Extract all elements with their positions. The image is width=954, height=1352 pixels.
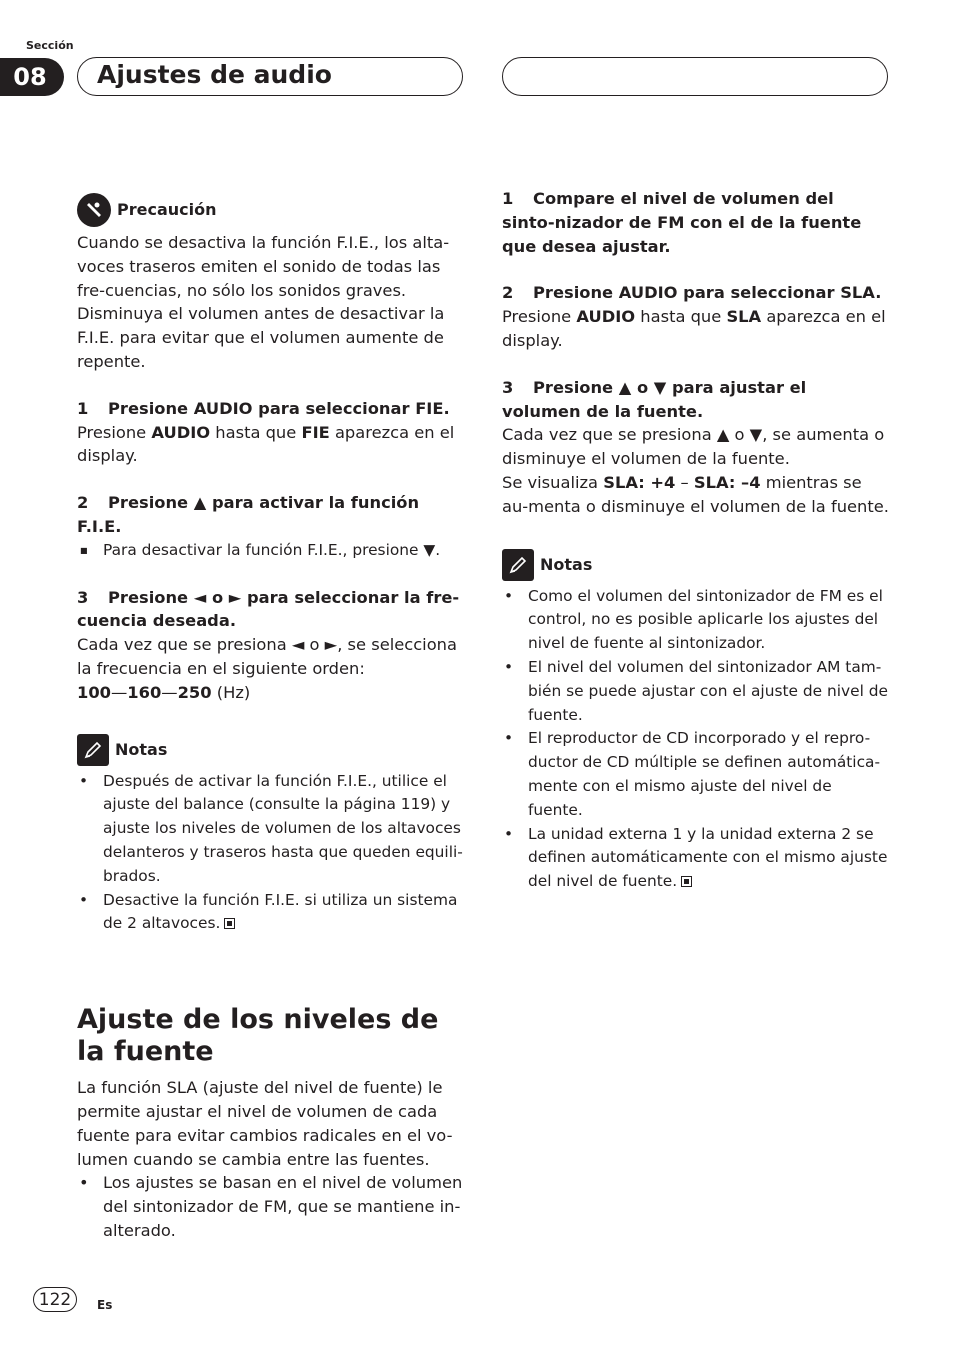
pencil-icon [502,549,534,581]
section-label: Sección [26,39,74,52]
page-title: Ajustes de audio [97,60,332,89]
notes-heading-left [77,734,465,768]
list-item: • Los ajustes se basan en el nivel de volumen del sintonizador de FM, que se mantiene in-alterado. [77,1171,465,1242]
left-step-3-text: Cada vez que se presiona ◄ o ►, se selecciona la frecuencia en el siguiente orden: [77,635,457,678]
list-item: • Como el volumen del sintonizador de FM es el control, no es posible aplicarle los ajustes del nivel de fuente al sintonizador. [502,585,890,656]
section-number-badge: 08 [0,58,64,96]
section-heading: Ajuste de los niveles de la fuente [77,1004,439,1068]
end-mark-icon [681,876,692,887]
left-step-1-title: 1 Presione AUDIO para seleccionar FIE. [77,398,450,418]
list-item: ■ Para desactivar la función F.I.E., presione ▼. [77,539,465,563]
right-step-3-text: Cada vez que se presiona ▲ o ▼, se aumenta o disminuye el volumen de la fuente. [502,425,885,469]
list-item: • El reproductor de CD incorporado y el repro-ductor de CD múltiple se definen automática-mente con el mismo ajuste del nivel de fuente. [502,727,890,822]
left-step-2-list [77,539,465,563]
page-number: 122 [33,1287,77,1312]
left-step-2-title: 2 Presione ▲ para activar la función F.I.E. [77,493,420,536]
caution-icon [77,193,111,227]
right-step-1-title: 1 Compare el nivel de volumen del sinto-nizador de FM con el de la fuente que desea ajustar. [502,189,862,256]
list-item: • El nivel del volumen del sintonizador AM tam-bién se puede ajustar con el ajuste de nivel de fuente. [502,656,890,727]
right-column [502,187,890,894]
notes-title: Notas [540,554,593,574]
caution-title: Precaución [117,200,217,220]
frequency-order: 100—160—250 (Hz) [77,682,251,702]
right-step-2-title: 2 Presione AUDIO para seleccionar SLA. [502,283,882,303]
title-frame-right [502,57,888,96]
right-step-2-text: Presione AUDIO hasta que SLA aparezca en el display. [502,307,886,350]
left-step-1-text: Presione AUDIO hasta que FIE aparezca en el display. [77,422,455,466]
language-code: Es [97,1298,113,1312]
caution-heading [77,193,465,229]
end-mark-icon [224,918,235,929]
notes-title: Notas [115,739,168,759]
left-column [77,193,465,1243]
right-step-3-title: 3 Presione ▲ o ▼ para ajustar el volumen de la fuente. [502,377,807,421]
left-notes-list [77,770,465,937]
list-item: • La unidad externa 1 y la unidad externa 2 se definen automáticamente con el mismo ajuste del nivel de fuente. [502,823,890,894]
left-step-3-title: 3 Presione ◄ o ► para seleccionar la fre-cuencia deseada. [77,587,460,631]
caution-text: Cuando se desactiva la función F.I.E., los alta-voces traseros emiten el sonido de todas las fre-cuencias, no sólo los sonidos graves. Disminuya el volumen antes de desactivar la F.I.E. para evitar que el volumen aumente de repente. [77,233,450,371]
notes-heading-right [502,549,890,583]
right-notes-list [502,585,890,894]
pencil-icon [77,734,109,766]
section-text: La función SLA (ajuste del nivel de fuente) le permite ajustar el nivel de volumen de cada fuente para evitar cambios radicales en el vo-lumen cuando se cambia entre las fuentes. [77,1078,453,1169]
section-list [77,1171,465,1242]
list-item: • Desactive la función F.I.E. si utiliza un sistema de 2 altavoces. [77,889,465,937]
list-item: • Después de activar la función F.I.E., utilice el ajuste del balance (consulte la página 119) y ajuste los niveles de volumen de los altavoces delanteros y traseros hasta que queden equili-brados. [77,770,465,889]
right-step-3-display: Se visualiza SLA: +4 – SLA: –4 mientras se au-menta o disminuye el volumen de la fuente. [502,472,889,516]
